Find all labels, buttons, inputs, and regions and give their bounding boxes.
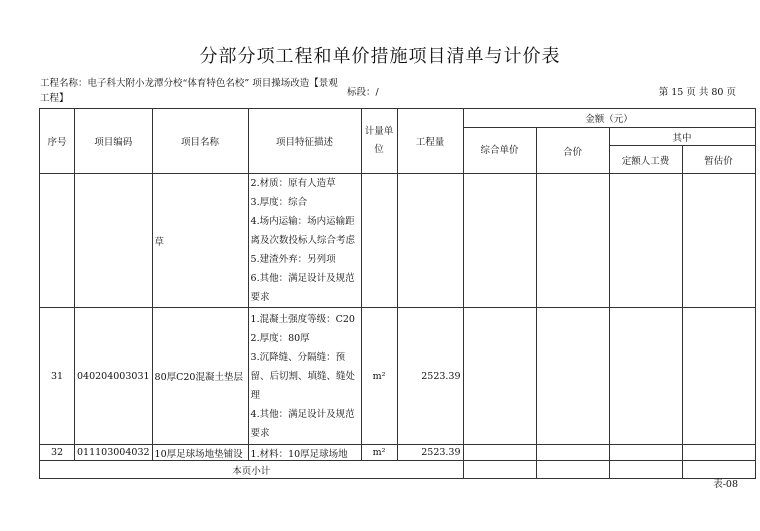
header-desc: 项目特征描述 <box>248 109 361 174</box>
row-unit <box>361 174 397 308</box>
page-number: 第 15 页 共 80 页 <box>658 87 736 98</box>
section-label: 标段：/ <box>347 87 379 98</box>
header-total: 合价 <box>536 128 609 174</box>
header-estimate: 暂估价 <box>682 146 755 174</box>
form-code: 表-08 <box>713 479 738 490</box>
header-code: 项目编码 <box>75 109 153 174</box>
row-code: 040204003031 <box>75 308 153 445</box>
row-qty <box>397 174 463 308</box>
row-seq: 31 <box>40 308 75 445</box>
page-title: 分部分项工程和单价措施项目清单与计价表 <box>199 46 561 67</box>
desc-line: 3.厚度：综合 <box>250 197 308 208</box>
header-of-which: 其中 <box>609 128 755 146</box>
row-qty: 2523.39 <box>397 445 463 461</box>
row-seq <box>40 174 75 308</box>
row-desc <box>248 308 361 445</box>
project-name-line1: 工程名称：电子科大附小龙潭分校“体育特色名校” 项目操场改造【景观 <box>40 78 338 89</box>
desc-line: 6.其他：满足设计及规范要求 <box>250 273 355 303</box>
header-amount: 金额（元） <box>463 109 755 128</box>
row-desc: 1.材料：10厚足球场地 <box>248 445 361 461</box>
desc-line: 2.厚度：80厚 <box>250 332 310 344</box>
row-desc <box>248 174 361 308</box>
row-code: 011103004032 <box>75 445 153 461</box>
table-row <box>40 308 756 445</box>
header-unit-price: 综合单价 <box>463 128 536 174</box>
row-unit: m² <box>361 308 397 445</box>
row-name: 10厚足球场地垫铺设 <box>152 445 248 461</box>
header-seq: 序号 <box>40 109 75 174</box>
row-unit: m² <box>361 445 397 461</box>
desc-line: 3.沉降缝、分隔缝：预留、后切割、填缝、缝处理 <box>250 351 356 401</box>
row-qty: 2523.39 <box>397 308 463 445</box>
table-row <box>40 174 756 308</box>
header-unit: 计量单位 <box>361 109 397 174</box>
desc-line: 4.场内运输：场内运输距离及次数投标人综合考虑 <box>250 216 356 246</box>
desc-line: 1.混凝土强度等级：C20 <box>250 313 355 325</box>
desc-line: 5.建渣外弃：另列项 <box>250 254 336 265</box>
table-row <box>40 445 756 461</box>
desc-line: 2.材质：原有人造草 <box>250 178 336 189</box>
row-seq: 32 <box>40 445 75 461</box>
row-name: 80厚C20混凝土垫层 <box>152 308 248 445</box>
subtotal-row <box>40 461 756 479</box>
header-name: 项目名称 <box>152 109 248 174</box>
header-qty: 工程量 <box>397 109 463 174</box>
row-name: 草 <box>152 174 248 308</box>
subtotal-label: 本页小计 <box>40 461 464 479</box>
project-name <box>40 76 340 106</box>
row-code <box>75 174 153 308</box>
project-name-line2: 工程】 <box>40 93 69 104</box>
bill-table <box>39 108 756 479</box>
desc-line: 4.其他：满足设计及规范要求 <box>250 408 355 439</box>
header-labor: 定额人工费 <box>609 146 682 174</box>
